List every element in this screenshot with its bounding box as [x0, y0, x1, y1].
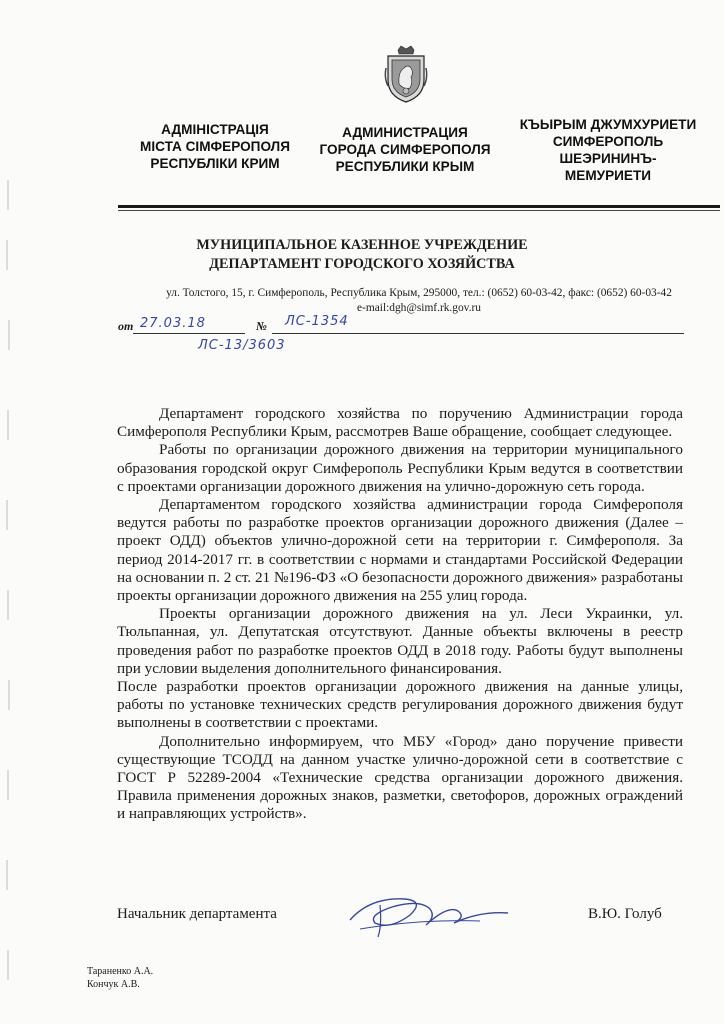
header-russian — [307, 124, 503, 175]
header-left-line: МІСТА СІМФЕРОПОЛЯ — [140, 139, 290, 154]
body-paragraph: Департамент городского хозяйства по поручению Администрации города Симферополя Республики Крым, рассмотрев Ваше обращение, сообщает следующее. — [117, 405, 683, 441]
handwritten-number: ЛС-1354 — [285, 314, 349, 329]
header-center-line: РЕСПУБЛИКИ КРЫМ — [335, 159, 475, 174]
address-line: ул. Толстого, 15, г. Симферополь, Республика Крым, 295000, тел.: (0652) 60-03-42, факс: (0652) 60-03-42 — [166, 287, 672, 299]
header-crimean-tatar — [510, 116, 706, 184]
crimea-coat-of-arms-icon — [384, 44, 428, 104]
header-right-line: СИМФЕРОПОЛЬ — [552, 134, 664, 149]
letter-body — [117, 405, 683, 824]
header-divider-thin — [118, 210, 720, 211]
header-left-line: АДМІНІСТРАЦІЯ — [161, 122, 269, 137]
from-label: от — [118, 319, 134, 333]
header-left-line: РЕСПУБЛІКИ КРИМ — [150, 156, 280, 171]
organization-title — [0, 236, 724, 274]
body-paragraph: Департаментом городского хозяйства администрации города Симферополя ведутся работы по разработке проектов организации дорожного движения (Далее – проект ОДД) объектов улично-дорожной сети на территории г. Симферополя. За период 2014-2017 гг. в соответствии с нормами и стандартами Российской Федерации на основании п. 2 ст. 21 №196-ФЗ «О безопасности дорожного движения» разработаны проекты организации дорожного движения на 255 улиц города. — [117, 496, 683, 605]
number-underline — [272, 333, 684, 334]
header-center-line: ГОРОДА СИМФЕРОПОЛЯ — [319, 142, 491, 157]
executors-block — [87, 965, 153, 991]
header-right-line: ШЕЭРИНИНЪ- — [559, 151, 657, 166]
email-line: e-mail:dgh@simf.rk.gov.ru — [357, 302, 481, 314]
signatory-title: Начальник департамента — [117, 906, 277, 922]
header-right-line: КЪЫРЫМ ДЖУМХУРИЕТИ — [519, 117, 697, 132]
body-paragraph: Дополнительно информируем, что МБУ «Город» дано поручение привести существующие ТСОДД на данном участке улично-дорожной сети в соответствие с ГОСТ Р 52289-2004 «Технические средства организации дорожного движения. Правила применения дорожных знаков, разметки, светофоров, дорожных ограждений и направляющих устройств». — [117, 732, 683, 823]
organization-line-2: ДЕПАРТАМЕНТ ГОРОДСКОГО ХОЗЯЙСТВА — [209, 256, 515, 272]
executor-name: Кончук А.В. — [87, 979, 140, 990]
signatory-name: В.Ю. Голуб — [588, 906, 662, 922]
header-ukrainian — [124, 121, 306, 172]
executor-name: Тараненко А.А. — [87, 966, 154, 977]
organization-line-1: МУНИЦИПАЛЬНОЕ КАЗЕННОЕ УЧРЕЖДЕНИЕ — [196, 237, 528, 253]
handwritten-date: 27.03.18 — [140, 316, 206, 331]
date-underline — [133, 333, 245, 334]
number-label: № — [256, 319, 267, 333]
body-paragraph: Проекты организации дорожного движения на ул. Леси Украинки, ул. Тюльпанная, ул. Депутатская отсутствуют. Данные объекты включены в реестр проведения работ по разработке проектов ОДД в 2018 году. Работы будут выполнены при условии выделения дополнительного финансирования. — [117, 605, 683, 677]
scan-margin-noise-icon — [4, 180, 12, 1000]
header-divider-thick — [118, 205, 720, 208]
body-paragraph: Работы по организации дорожного движения на территории муниципального образования городской округ Симферополь Республики Крым ведутся в соответствии с проектами организации дорожного движения на улично-дорожную сеть города. — [117, 441, 683, 495]
handwritten-signature-icon — [330, 885, 520, 945]
handwritten-second-number: ЛС-13/3603 — [198, 338, 286, 353]
header-right-line: МЕМУРИЕТИ — [564, 168, 652, 183]
address-block — [118, 286, 720, 316]
body-paragraph: После разработки проектов организации дорожного движения на данные улицы, работы по установке технических средств регулирования дорожного движения будут выполнены в соответствии с проектами. — [117, 678, 683, 732]
header-center-line: АДМИНИСТРАЦИЯ — [342, 125, 468, 140]
